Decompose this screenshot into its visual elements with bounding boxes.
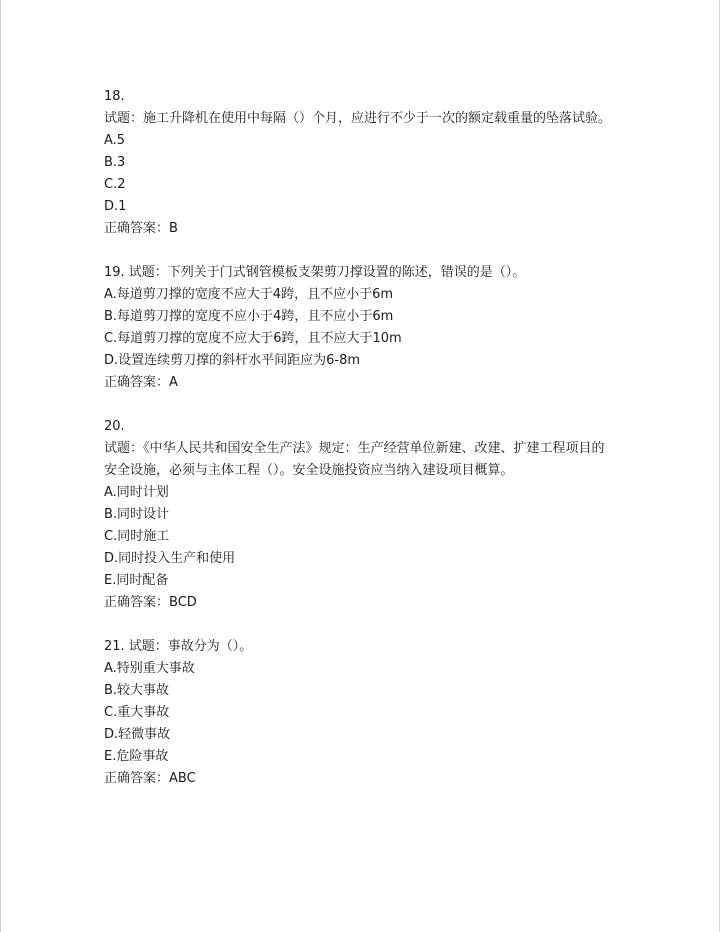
option-a: A.每道剪刀撑的宽度不应大于4跨，且不应小于6m [104,287,394,302]
option-b: B.同时设计 [104,507,170,522]
option-c: C.同时施工 [104,529,170,544]
question-21 [104,636,644,790]
option-a: A.同时计划 [104,485,169,500]
option-d: D.轻微事故 [104,727,171,742]
document-body [104,86,644,812]
correct-answer: 正确答案：B [104,221,178,236]
question-stem-line-2: 安全设施，必须与主体工程（）。安全设施投资应当纳入建设项目概算。 [104,463,514,478]
correct-answer: 正确答案：A [104,375,178,390]
option-e: E.危险事故 [104,749,169,764]
question-number: 18. [104,89,125,104]
correct-answer: 正确答案：ABC [104,771,196,786]
option-c: C.2 [104,177,126,192]
option-e: E.同时配备 [104,573,169,588]
option-b: B.较大事故 [104,683,170,698]
question-number: 20. [104,419,125,434]
option-c: C.每道剪刀撑的宽度不应大于6跨，且不应大于10m [104,331,402,346]
option-d: D.1 [104,199,127,214]
question-stem: 试题：施工升降机在使用中每隔（）个月，应进行不少于一次的额定载重量的坠落试验。 [104,111,612,126]
option-c: C.重大事故 [104,705,170,720]
question-18 [104,86,644,240]
option-d: D.同时投入生产和使用 [104,551,236,566]
correct-answer: 正确答案：BCD [104,595,197,610]
option-d: D.设置连续剪刀撑的斜杆水平间距应为6-8m [104,353,361,368]
question-stem: 19. 试题：下列关于门式钢管模板支架剪刀撑设置的陈述，错误的是（）。 [104,265,526,280]
question-stem: 21. 试题：事故分为（）。 [104,639,253,654]
option-a: A.5 [104,133,126,148]
question-stem-line-1: 试题：《中华人民共和国安全生产法》规定：生产经营单位新建、改建、扩建工程项目的 [104,441,605,456]
option-b: B.每道剪刀撑的宽度不应小于4跨，且不应小于6m [104,309,394,324]
page-left-edge [0,0,1,932]
option-b: B.3 [104,155,126,170]
question-20 [104,416,644,614]
question-19 [104,262,644,394]
option-a: A.特别重大事故 [104,661,195,676]
